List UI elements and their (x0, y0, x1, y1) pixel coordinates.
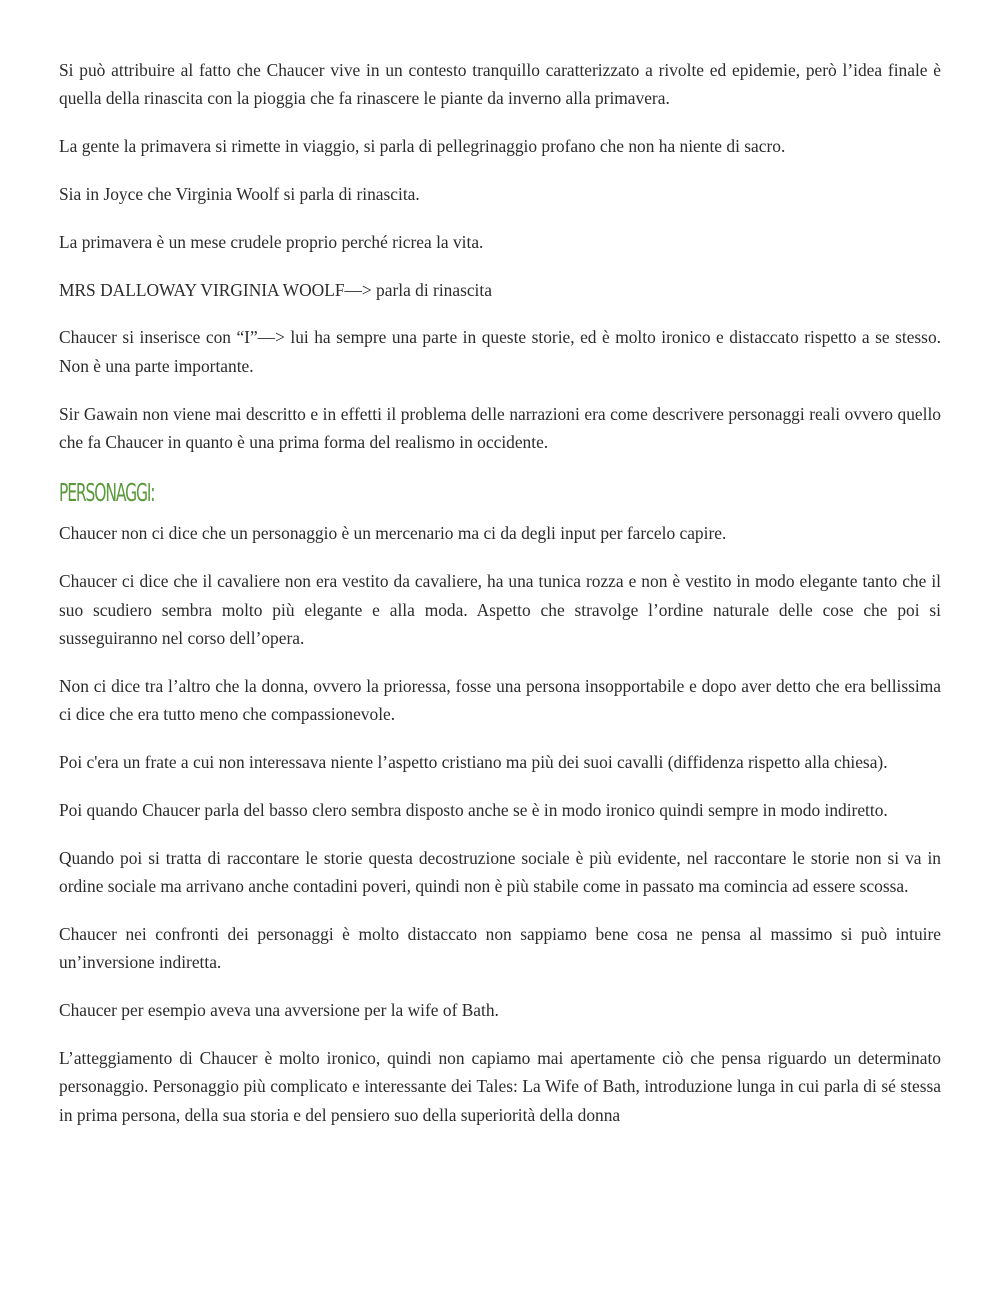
paragraph: La gente la primavera si rimette in viaggio, si parla di pellegrinaggio profano che non ha niente di sacro. (59, 136, 786, 157)
paragraph: MRS DALLOWAY VIRGINIA WOOLF—> parla di rinascita (59, 279, 492, 300)
paragraph: Sir Gawain non viene mai descritto e in effetti il problema delle narrazioni era come descrivere personaggi reali ovvero quello che fa Chaucer in quanto è una prima forma del realismo in occidente. (59, 403, 941, 452)
paragraph: Chaucer ci dice che il cavaliere non era vestito da cavaliere, ha una tunica rozza e non è vestito in modo elegante tanto che il suo scudiero sembra molto più elegante e alla moda. Aspetto che stravolge l’ordine naturale delle cose che poi si susseguiranno nel corso dell’opera. (59, 571, 941, 649)
paragraph: Quando poi si tratta di raccontare le storie questa decostruzione sociale è più evidente, nel raccontare le storie non si va in ordine sociale ma arrivano anche contadini poveri, quindi non è più stabile come in passato ma comincia ad essere scossa. (59, 847, 941, 897)
paragraph: Chaucer per esempio aveva una avversione per la wife of Bath. (59, 1000, 499, 1021)
paragraph: Non ci dice tra l’altro che la donna, ovvero la prioressa, fosse una persona insopportabile e dopo aver detto che era bellissima ci dice che era tutto meno che compassionevole. (59, 675, 941, 725)
paragraph: Poi c'era un frate a cui non interessava niente l’aspetto cristiano ma più dei suoi cavalli (diffidenza rispetto alla chiesa). (59, 752, 888, 773)
paragraph: Si può attribuire al fatto che Chaucer vive in un contesto tranquillo caratterizzato a rivolte ed epidemie, però l’idea finale è quella della rinascita con la pioggia che fa rinascere le piante da inverno alla primavera. (59, 60, 941, 109)
paragraph: Poi quando Chaucer parla del basso clero sembra disposto anche se è in modo ironico quindi sempre in modo indiretto. (59, 799, 888, 820)
paragraph: Chaucer non ci dice che un personaggio è un mercenario ma ci da degli input per farcelo capire. (59, 523, 727, 544)
document-page (59, 56, 941, 1148)
paragraph: L’atteggiamento di Chaucer è molto ironico, quindi non capiamo mai apertamente ciò che pensa riguardo un determinato personaggio. Personaggio più complicato e interessante dei Tales: La Wife of Bath, introduzione lunga in cui parla di sé stessa in prima persona, della sua storia e del pensiero suo della superiorità della donna (59, 1047, 941, 1125)
paragraph: Chaucer nei confronti dei personaggi è molto distaccato non sappiamo bene cosa ne pensa al massimo si può intuire un’inversione indiretta. (59, 923, 941, 973)
paragraph: Chaucer si inserisce con “I”—> lui ha sempre una parte in queste storie, ed è molto ironico e distaccato rispetto a se stesso. Non è una parte importante. (59, 327, 941, 376)
paragraph: Sia in Joyce che Virginia Woolf si parla di rinascita. (59, 184, 420, 204)
paragraph: La primavera è un mese crudele proprio perché ricrea la vita. (59, 231, 484, 252)
section-heading: PERSONAGGI: (59, 478, 155, 508)
